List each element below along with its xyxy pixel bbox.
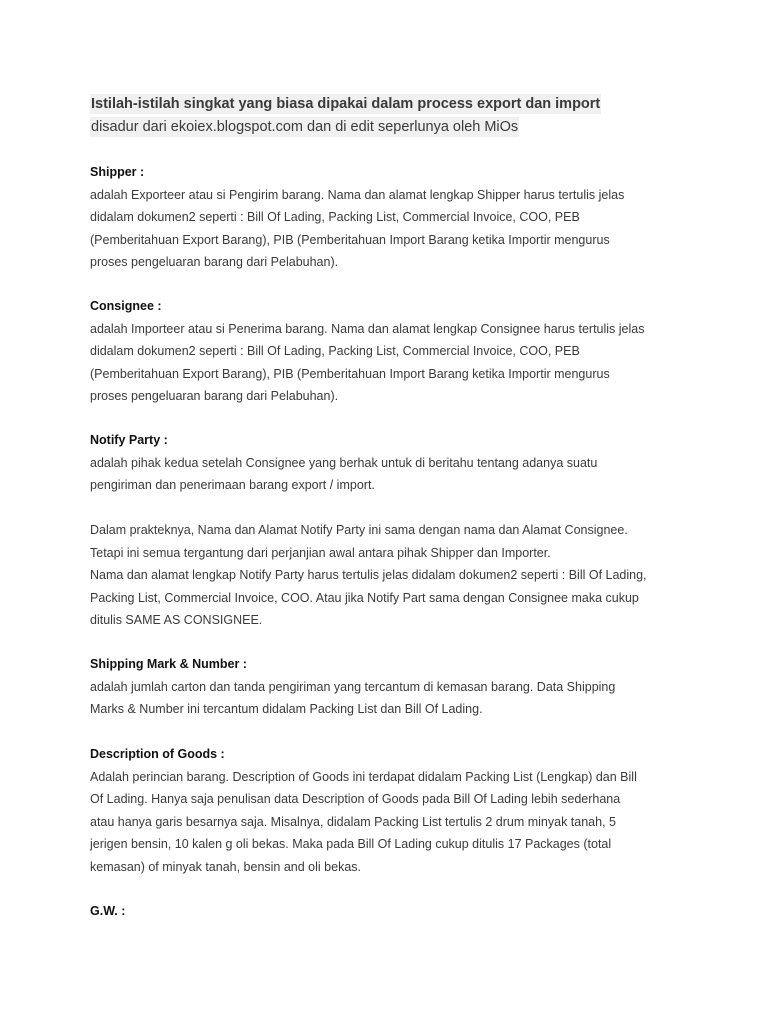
paragraph-line: adalah Importeer atau si Penerima barang. Nama dan alamat lengkap Consignee harus tertulis jelas [90, 321, 645, 336]
paragraph-line: pengiriman dan penerimaan barang export / import. [90, 478, 375, 492]
section-consignee [90, 295, 690, 408]
paragraph-line: Packing List, Commercial Invoice, COO. Atau jika Notify Part sama dengan Consignee maka cukup [90, 590, 639, 605]
section-title: Description of Goods : [90, 747, 225, 761]
paragraph-line: atau hanya garis besarnya saja. Misalnya, didalam Packing List tertulis 2 drum minyak tanah, 5 [90, 814, 616, 829]
section-shipping-mark [90, 653, 690, 721]
section-title: G.W. : [90, 904, 126, 918]
section-description-of-goods [90, 743, 690, 878]
paragraph-line: (Pemberitahuan Export Barang), PIB (Pemberitahuan Import Barang ketika Importir mengurus [90, 366, 610, 381]
paragraph-line: (Pemberitahuan Export Barang), PIB (Pemberitahuan Import Barang ketika Importir mengurus [90, 232, 610, 247]
paragraph-line: Of Lading. Hanya saja penulisan data Description of Goods pada Bill Of Lading lebih sederhana [90, 792, 621, 806]
section-shipper [90, 161, 690, 274]
paragraph-line: Tetapi ini semua tergantung dari perjanjian awal antara pihak Shipper dan Importer. [90, 545, 551, 560]
paragraph-line: Dalam prakteknya, Nama dan Alamat Notify Party ini sama dengan nama dan Alamat Consignee. [90, 523, 628, 537]
paragraph-line: adalah Exporteer atau si Pengirim barang. Nama dan alamat lengkap Shipper harus tertulis jelas [90, 187, 625, 202]
paragraph-line: jerigen bensin, 10 kalen g oli bekas. Maka pada Bill Of Lading cukup ditulis 17 Packages (total [90, 837, 612, 851]
document-subtitle: disadur dari ekoiex.blogspot.com dan di edit seperlunya oleh MiOs [91, 119, 519, 135]
paragraph-line: proses pengeluaran barang dari Pelabuhan). [90, 389, 339, 403]
paragraph-line: Nama dan alamat lengkap Notify Party harus tertulis jelas didalam dokumen2 seperti : Bill Of Lading, [90, 568, 647, 582]
paragraph-line: didalam dokumen2 seperti : Bill Of Lading, Packing List, Commercial Invoice, COO, PEB [90, 210, 580, 224]
paragraph-line: Marks & Number ini tercantum didalam Packing List dan Bill Of Lading. [90, 702, 483, 716]
paragraph-line: kemasan) of minyak tanah, bensin and oli bekas. [90, 859, 361, 874]
section-notify-party-note [90, 519, 690, 632]
document-title: Istilah-istilah singkat yang biasa dipakai dalam process export dan import [91, 96, 601, 112]
section-gross-weight [90, 900, 690, 923]
section-notify-party [90, 429, 690, 497]
section-title: Shipping Mark & Number : [90, 657, 247, 671]
section-title: Shipper : [90, 165, 145, 179]
paragraph-line: proses pengeluaran barang dari Pelabuhan). [90, 255, 339, 269]
section-title: Consignee : [90, 299, 162, 313]
paragraph-line: adalah pihak kedua setelah Consignee yang berhak untuk di beritahu tentang adanya suatu [90, 455, 598, 470]
paragraph-line: adalah jumlah carton dan tanda pengiriman yang tercantum di kemasan barang. Data Shipping [90, 679, 616, 694]
paragraph-line: Adalah perincian barang. Description of Goods ini terdapat didalam Packing List (Lengkap) dan Bill [90, 769, 637, 784]
paragraph-line: didalam dokumen2 seperti : Bill Of Lading, Packing List, Commercial Invoice, COO, PEB [90, 344, 580, 358]
paragraph-line: ditulis SAME AS CONSIGNEE. [90, 613, 263, 627]
section-title: Notify Party : [90, 433, 168, 447]
